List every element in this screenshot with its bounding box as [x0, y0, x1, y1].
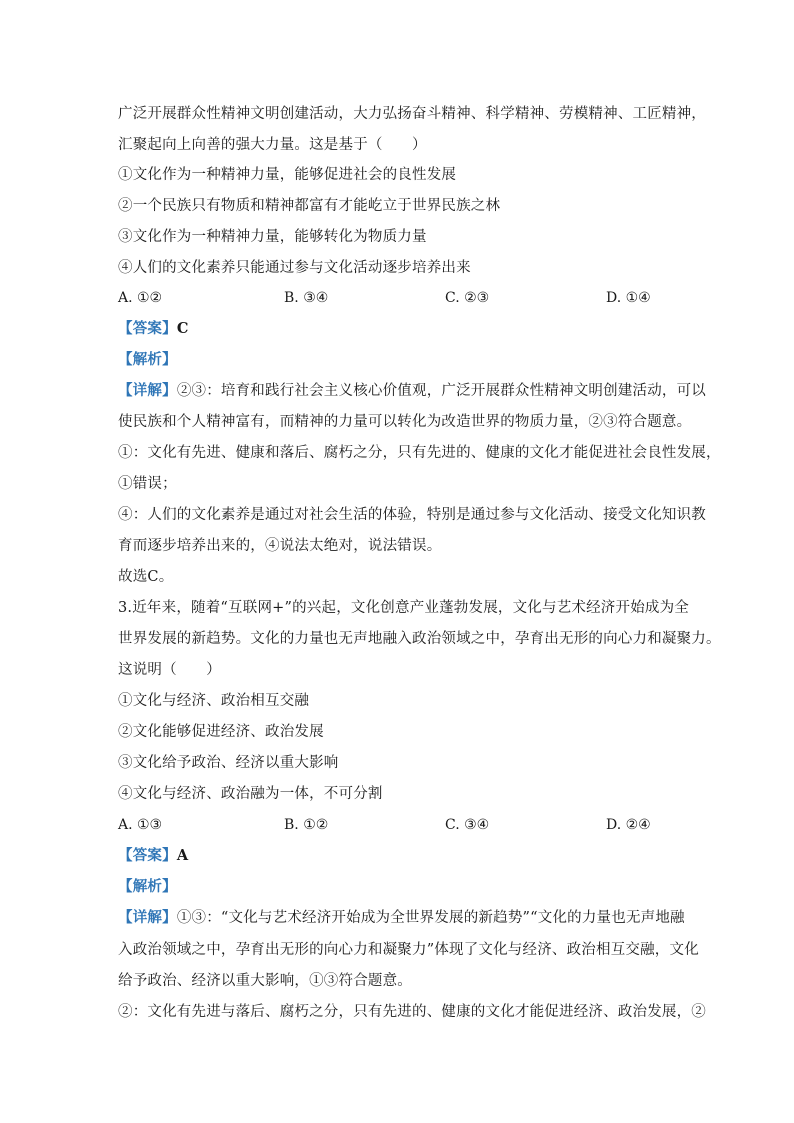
- q3-option-d: D. ②④: [606, 817, 651, 833]
- q3-detail-line-1: [118, 908, 685, 928]
- q2-detail-line-2: 使民族和个人精神富有，而精神的力量可以转化为改造世界的物质力量，②③符合题意。: [118, 414, 692, 430]
- q2-option-a: A. ①②: [118, 290, 163, 306]
- q2-options: [118, 288, 678, 308]
- q3-item-3: ③文化给予政治、经济以重大影响: [118, 755, 339, 771]
- q3-item-2: ②文化能够促进经济、政治发展: [118, 724, 324, 740]
- q3-detail-line-2: 入政治领域之中，孕育出无形的向心力和凝聚力”体现了文化与经济、政治相互交融，文化: [118, 942, 699, 958]
- q3-item-1: ①文化与经济、政治相互交融: [118, 693, 310, 709]
- detail-tag: 【详解】: [118, 382, 177, 399]
- q3-option-a: A. ①③: [118, 817, 163, 833]
- q2-detail-line-6: 育而逐步培养出来的，④说法太绝对，说法错误。: [118, 538, 442, 554]
- q3-answer: [118, 846, 678, 866]
- answer-tag: 【答案】: [118, 847, 177, 864]
- q2-answer: [118, 319, 678, 339]
- q3-detail-line-3: 给予政治、经济以重大影响，①③符合题意。: [118, 973, 412, 989]
- q2-detail-line-1: [118, 381, 707, 401]
- answer-value: A: [176, 847, 189, 864]
- q3-stem-line-2: 世界发展的新趋势。文化的力量也无声地融入政治领域之中，孕育出无形的向心力和凝聚力。: [118, 631, 721, 647]
- q2-stem-line-2: 汇聚起向上向善的强大力量。这是基于（ ）: [118, 137, 427, 153]
- q3-detail-line-4: ②：文化有先进与落后、腐朽之分，只有先进的、健康的文化才能促进经济、政治发展，②: [118, 1004, 706, 1020]
- q2-option-b: B. ③④: [284, 290, 329, 306]
- q2-stem-line-1: 广泛开展群众性精神文明创建活动，大力弘扬奋斗精神、科学精神、劳模精神、工匠精神，: [118, 106, 706, 122]
- q3-stem-line-1: 3.近年来，随着“互联网+”的兴起，文化创意产业蓬勃发展，文化与艺术经济开始成为全: [118, 600, 690, 616]
- q2-item-1: ①文化作为一种精神力量，能够促进社会的良性发展: [118, 167, 457, 183]
- q2-analysis-heading: [118, 350, 678, 370]
- q2-detail-line-5: ④：人们的文化素养是通过对社会生活的体验，特别是通过参与文化活动、接受文化知识教: [118, 507, 706, 523]
- q2-item-2: ②一个民族只有物质和精神都富有才能屹立于世界民族之林: [118, 198, 501, 214]
- q3-option-c: C. ③④: [445, 817, 490, 833]
- q2-item-3: ③文化作为一种精神力量，能够转化为物质力量: [118, 229, 427, 245]
- q3-options: [118, 815, 678, 835]
- q2-option-d: D. ①④: [606, 290, 651, 306]
- detail-text: ②③：培育和践行社会主义核心价值观，广泛开展群众性精神文明创建活动，可以: [176, 383, 707, 399]
- q3-stem-line-3: 这说明（ ）: [118, 662, 221, 678]
- detail-text: ①③：“文化与艺术经济开始成为全世界发展的新趋势”“文化的力量也无声地融: [176, 910, 685, 926]
- detail-tag: 【详解】: [118, 909, 177, 926]
- q2-option-c: C. ②③: [445, 290, 490, 306]
- answer-tag: 【答案】: [118, 320, 177, 337]
- q2-item-4: ④人们的文化素养只能通过参与文化活动逐步培养出来: [118, 260, 471, 276]
- q2-detail-line-3: ①：文化有先进、健康和落后、腐朽之分，只有先进的、健康的文化才能促进社会良性发展，: [118, 445, 721, 461]
- q2-conclusion: 故选C。: [118, 569, 174, 585]
- q3-option-b: B. ①②: [284, 817, 329, 833]
- analysis-tag: 【解析】: [118, 878, 177, 895]
- q3-item-4: ④文化与经济、政治融为一体，不可分割: [118, 786, 383, 802]
- answer-value: C: [176, 320, 189, 337]
- q2-detail-line-4: ①错误；: [118, 476, 177, 492]
- q3-analysis-heading: [118, 877, 678, 897]
- analysis-tag: 【解析】: [118, 351, 177, 368]
